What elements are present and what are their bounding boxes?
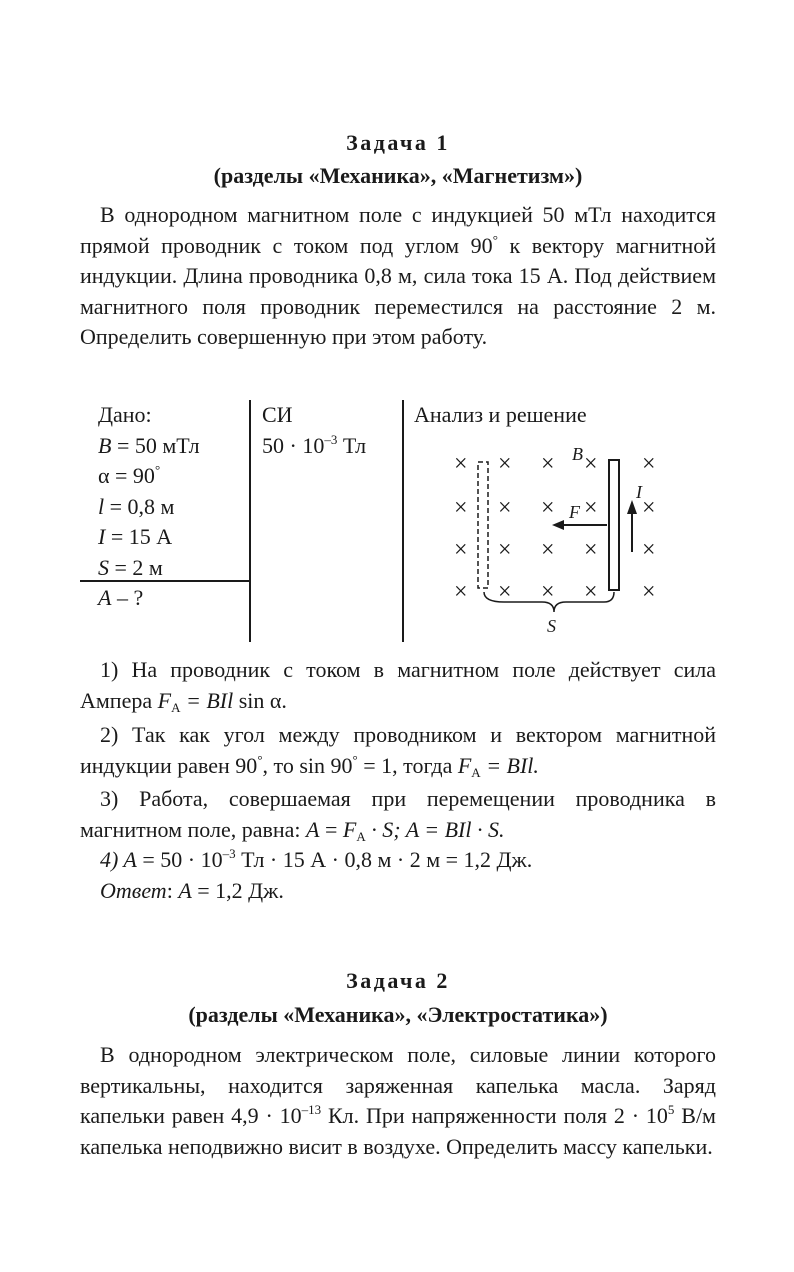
problem1-title	[80, 130, 716, 156]
given-table	[80, 400, 716, 645]
problem1-statement	[80, 200, 716, 353]
force-arrow-head	[552, 520, 564, 530]
answer: Ответ: A = 1,2 Дж.	[100, 878, 284, 903]
given-B: B = 50 мТл	[98, 432, 200, 458]
field-cross: ×	[642, 495, 656, 521]
label-F: F	[569, 502, 580, 522]
current-arrow-head	[627, 500, 637, 514]
field-cross: ×	[541, 579, 555, 605]
magnetic-field-diagram	[414, 440, 714, 640]
given-header: Дано:	[98, 402, 152, 427]
conductor	[609, 460, 619, 590]
field-cross: ×	[541, 495, 555, 521]
degree-sign: °	[492, 231, 498, 247]
field-cross: ×	[454, 579, 468, 605]
label-I: I	[636, 482, 642, 502]
table-divider-1	[249, 400, 251, 642]
statement-part1: В однородном магнитном поле с индукцией 50 мТл находится прямой проводник с током под углом 90	[80, 202, 716, 258]
step-1: 1) На проводник с током в магнитном поле действует сила Ампера $F_A$ = BIl sin α.	[80, 657, 716, 715]
problem1-title-text: Задача 1	[346, 130, 450, 155]
field-cross: ×	[454, 451, 468, 477]
si-column	[262, 400, 366, 461]
problem1-subtitle: (разделы «Механика», «Магнетизм»)	[213, 163, 583, 188]
field-cross: ×	[454, 537, 468, 563]
field-cross: ×	[584, 495, 598, 521]
analysis-header: Анализ и решение	[414, 402, 587, 427]
given-find: A – ?	[98, 585, 144, 610]
initial-conductor-dashed	[478, 462, 488, 588]
problem2-title-text: Задача 2	[346, 968, 450, 993]
field-cross: ×	[541, 537, 555, 563]
field-cross: ×	[584, 537, 598, 563]
field-cross: ×	[584, 451, 598, 477]
problem2-statement: В однородном электрическом поле, силовые линии которого вертикальны, находится заряженная капелька масла. Заряд капельки равен $4,9 \cdot 10^{-13}$ Кл. При напряженности поля $2 \cdot 10^5$ В/м капелька неподвижно висит в воздухе. Определить массу капельки.	[80, 1042, 716, 1159]
field-crosses	[454, 451, 656, 605]
field-cross: ×	[498, 451, 512, 477]
si-header: СИ	[262, 402, 293, 427]
field-cross: ×	[642, 537, 656, 563]
given-column	[98, 400, 200, 614]
given-S: S = 2 м	[98, 554, 163, 580]
field-cross: ×	[498, 495, 512, 521]
field-cross: ×	[642, 579, 656, 605]
problem2-subtitle: (разделы «Механика», «Электростатика»)	[188, 1002, 608, 1027]
field-cross: ×	[498, 537, 512, 563]
field-cross: ×	[642, 451, 656, 477]
field-cross: ×	[498, 579, 512, 605]
given-alpha: α = 90°	[98, 462, 161, 488]
si-value: $50 \cdot 10^{-3}$ Тл	[262, 431, 367, 458]
field-cross: ×	[541, 451, 555, 477]
field-cross: ×	[454, 495, 468, 521]
table-divider-2	[402, 400, 404, 642]
field-cross: ×	[584, 579, 598, 605]
step-3: 3) Работа, совершаемая при перемещении проводника в магнитном поле, равна: $A = F_A \cdot S$; A = BIl · S.	[80, 786, 716, 844]
label-S: S	[547, 616, 556, 636]
statement-part2: к вектору магнитной индукции. Длина проводника 0,8 м, сила тока 15 А. Под действием магнитного поля проводник переместился на расстояние 2 м. Определить совершенную при этом работу.	[80, 232, 717, 349]
step-2: 2) Так как угол между проводником и вектором магнитной индукции равен 90°, то sin 90° = 1, тогда $F_A$ = BIl.	[80, 722, 716, 780]
problem2-title	[80, 968, 716, 994]
given-I: I = 15 А	[98, 524, 173, 549]
label-B: B	[572, 444, 583, 464]
step-4: 4) $A = 50 \cdot 10^{-3}$ Тл · 15 А · 0,8 м · 2 м = 1,2 Дж.	[100, 846, 533, 872]
given-l: l = 0,8 м	[98, 493, 175, 519]
